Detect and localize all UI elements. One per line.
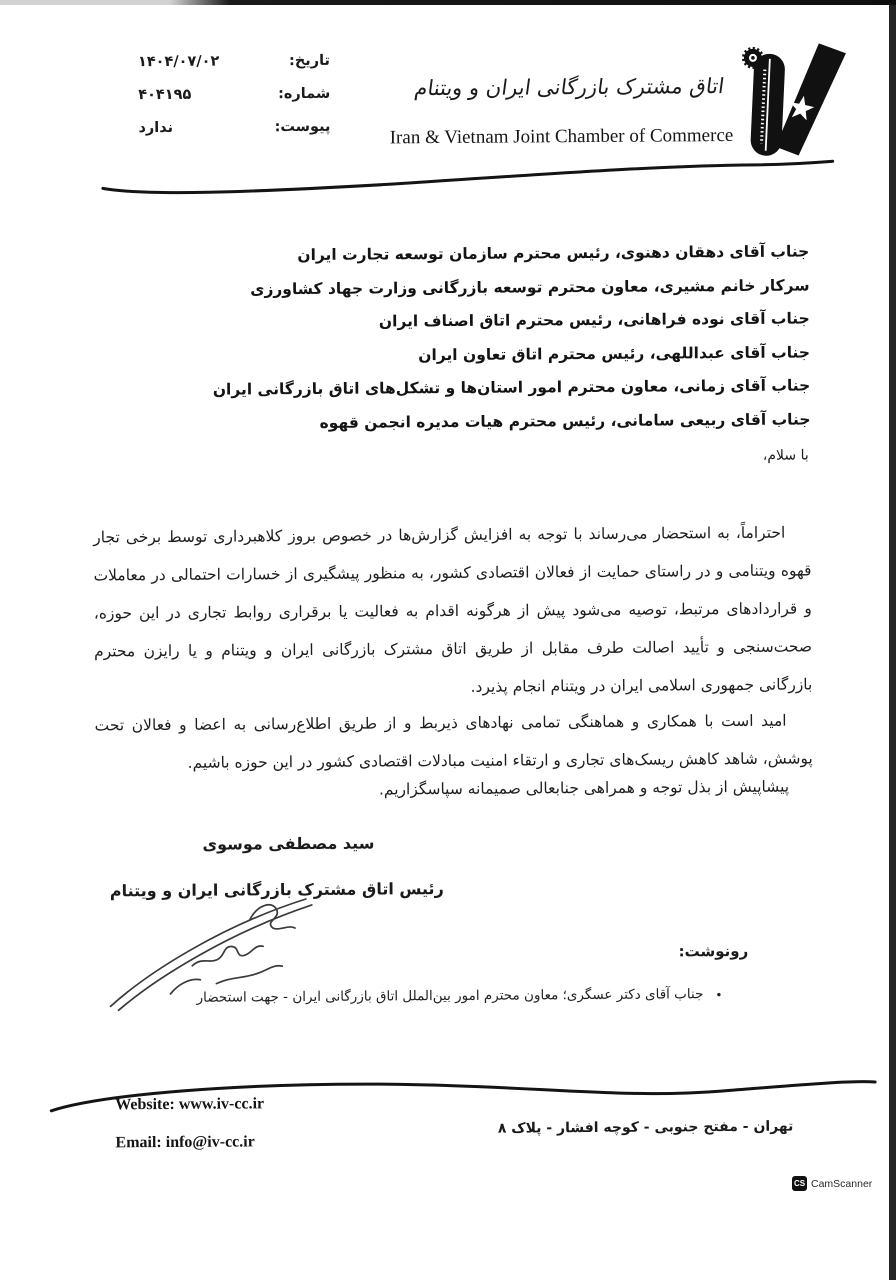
body-paragraph-2: امید است با همکاری و هماهنگی تمامی نهادهای ذیربط و از طریق اطلاع‌رسانی به اعضا و فعالان تحت پوشش، شاهد کاهش ریسک‌های تجاری و ارتقاء امنیت مبادلات اقتصادی کشور در این حوزه باشیم. bbox=[94, 711, 813, 772]
logo-v-arm bbox=[775, 43, 847, 155]
meta-attachment-label: پیوست: bbox=[274, 118, 331, 136]
website-value: www.iv-cc.ir bbox=[178, 1095, 265, 1113]
meta-number-label: شماره: bbox=[277, 85, 331, 103]
gear-icon bbox=[744, 49, 762, 67]
recipient-list bbox=[92, 235, 810, 441]
camscanner-label: CamScanner bbox=[811, 1177, 873, 1190]
email-line bbox=[115, 1133, 254, 1152]
recipient-line: جناب آقای عبداللهی، رئیس محترم اتاق تعاون ایران bbox=[418, 342, 811, 364]
meta-date-value: ۱۴۰۴/۰۷/۰۲ bbox=[137, 53, 220, 71]
email-value: info@iv-cc.ir bbox=[165, 1133, 255, 1151]
postal-address: تهران - مفتح جنوبی - کوچه افشار - پلاک ۸ bbox=[497, 1118, 794, 1137]
body-paragraph-3: پیشاپیش از بذل توجه و همراهی جنابعالی صمیمانه سپاسگزاریم. bbox=[378, 777, 790, 798]
body-paragraph-1: احتراماً، به استحضار می‌رساند با توجه به افزایش گزارش‌ها در خصوص بروز کلاهبرداری توسط برخی تجار قهوه ویتنامی و در راستای حمایت از فعالان اقتصادی کشور، به منظور پیشگیری از خسارات احتمالی در معاملات و قراردادهای مرتبط، توصیه می‌شود پیش از هرگونه اقدام به فعالیت یا برقراری روابط تجاری در این حوزه، صحت‌سنجی و تأیید اصالت طرف مقابل از طریق اتاق مشترک بازرگانی ایران و ویتنام و یا رایزن محترم بازرگانی جمهوری اسلامی ایران در ویتنام انجام پذیرد. bbox=[93, 523, 813, 696]
chamber-logo bbox=[722, 41, 857, 168]
org-name-english: Iran & Vietnam Joint Chamber of Commerce bbox=[389, 124, 734, 149]
recipient-line: جناب آقای ربیعی سامانی، رئیس محترم هیات مدیره انجمن قهوه bbox=[319, 409, 811, 432]
cc-heading: رونوشت: bbox=[678, 941, 749, 961]
meta-attachment-value: ندارد bbox=[138, 119, 174, 137]
meta-row-number bbox=[138, 86, 330, 103]
org-name-farsi: اتاق مشترک بازرگانی ایران و ویتنام bbox=[413, 74, 726, 101]
header-divider-line bbox=[97, 155, 839, 200]
recipient-line: جناب آقای زمانی، معاون محترم امور استان‌ها و تشکل‌های اتاق بازرگانی ایران bbox=[212, 376, 811, 399]
meta-number-value: ۴۰۴۱۹۵ bbox=[138, 86, 192, 104]
recipient-line: جناب آقای دهقان دهنوی، رئیس محترم سازمان توسعه تجارت ایران bbox=[297, 242, 810, 265]
letter-meta bbox=[138, 53, 331, 153]
meta-date-label: تاریخ: bbox=[288, 52, 331, 70]
website-label: Website: bbox=[115, 1095, 175, 1114]
signer-name: سید مصطفی موسوی bbox=[202, 833, 375, 854]
bullet-icon: • bbox=[715, 988, 723, 1003]
meta-row-date bbox=[138, 53, 330, 70]
recipient-line: سرکار خانم مشیری، معاون محترم توسعه بازرگانی وزارت جهاد کشاورزی bbox=[250, 275, 810, 298]
email-label: Email: bbox=[115, 1134, 162, 1152]
cc-item-text: جناب آقای دکتر عسگری؛ معاون محترم امور بین‌الملل اتاق بازرگانی ایران - جهت استحضار bbox=[196, 986, 704, 1006]
recipient-line: جناب آقای نوده فراهانی، رئیس محترم اتاق اصناف ایران bbox=[378, 309, 810, 331]
camscanner-icon: CS bbox=[792, 1176, 807, 1191]
salutation: با سلام، bbox=[762, 447, 809, 464]
meta-row-attachment bbox=[138, 119, 330, 136]
signer-title: رئیس اتاق مشترک بازرگانی ایران و ویتنام bbox=[109, 879, 444, 901]
cc-item bbox=[196, 986, 722, 1008]
camscanner-watermark bbox=[792, 1176, 872, 1191]
website-line bbox=[115, 1095, 264, 1114]
